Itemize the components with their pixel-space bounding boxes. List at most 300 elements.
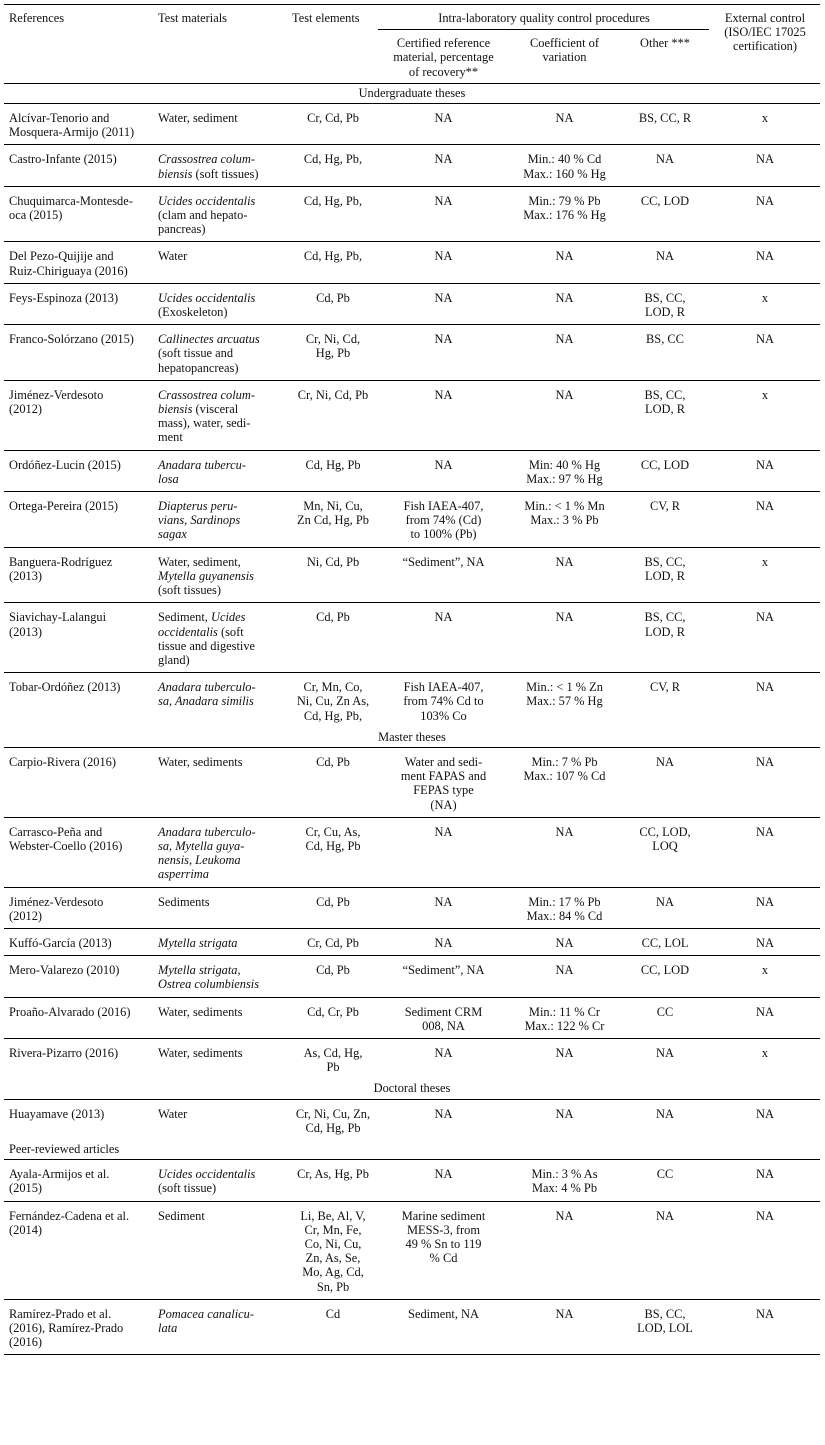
cell-test-elements (287, 325, 378, 381)
cell-crm (378, 547, 508, 603)
cv-line: NA (555, 1306, 574, 1321)
other-line: LOD, R (645, 305, 685, 320)
section-title: Doctoral theses (4, 1079, 820, 1099)
cell-cv (508, 997, 620, 1038)
crm-line: NA (434, 152, 453, 167)
elements-line: Cd, Hg, Pb, (303, 708, 363, 723)
crm-line: (NA) (430, 797, 457, 812)
external-line: x (761, 1045, 769, 1060)
cell-other (620, 145, 709, 186)
other-line: CV, R (649, 680, 681, 695)
cell-other (620, 1299, 709, 1355)
crm-line: Marine sediment (401, 1208, 486, 1223)
cell-other (620, 603, 709, 673)
table-row (4, 997, 820, 1038)
elements-line: Cr, Ni, Cd, Pb (297, 387, 369, 402)
crm-line: FEPAS type (413, 783, 474, 798)
cell-other (620, 104, 709, 145)
cv-line: Max.: 107 % Cd (523, 769, 606, 784)
cell-cv (508, 380, 620, 450)
cell-reference (4, 242, 153, 283)
elements-line: Cr, Mn, Co, (303, 680, 363, 695)
crm-line: 49 % Sn to 119 (405, 1237, 482, 1251)
cv-line: NA (555, 111, 574, 126)
elements-line: Cr, As, Hg, Pb (297, 1167, 369, 1182)
material-line: Pomacea canalicu- (158, 1306, 254, 1321)
elements-line: Cd, Cr, Pb (307, 1004, 359, 1019)
cell-reference (4, 186, 153, 242)
cell-test-elements (287, 492, 378, 548)
other-line: CC, LOD (640, 193, 690, 208)
table-row (4, 186, 820, 242)
table-row (4, 928, 820, 955)
elements-line: Cr, Ni, Cu, Zn, (295, 1106, 371, 1121)
cell-cv (508, 492, 620, 548)
cell-other (620, 186, 709, 242)
reference-line: Ramírez-Prado et al. (9, 1306, 112, 1321)
table-row (4, 603, 820, 673)
cell-reference (4, 1038, 153, 1079)
cell-crm (378, 673, 508, 728)
reference-line: (2012) (9, 402, 43, 417)
cell-test-materials (153, 547, 287, 603)
table-row (4, 1099, 820, 1140)
header-references: References (4, 5, 153, 84)
other-line: CC (656, 1167, 674, 1182)
cell-test-materials (153, 817, 287, 887)
cell-reference (4, 603, 153, 673)
cell-cv (508, 1099, 620, 1140)
cell-other (620, 887, 709, 928)
cell-other (620, 242, 709, 283)
cv-line: Min: 40 % Hg (528, 457, 601, 472)
cell-other (620, 956, 709, 997)
other-line: BS, CC, (644, 290, 686, 305)
material-line: Anadara tubercu- (158, 457, 246, 472)
cv-line: NA (555, 935, 574, 950)
cell-cv (508, 325, 620, 381)
cell-external (709, 603, 820, 673)
elements-line: Cd, Hg, Pb (305, 457, 361, 472)
external-line: NA (756, 894, 774, 909)
cell-external (709, 145, 820, 186)
reference-line: Proaño-Alvarado (2016) (9, 1004, 131, 1019)
species-name: biensis (158, 166, 193, 181)
header-external-line-2: (ISO/IEC 17025 (724, 25, 806, 40)
cell-external (709, 887, 820, 928)
cell-test-elements (287, 547, 378, 603)
other-line: CC, LOD (640, 963, 690, 978)
reference-line: Carpio-Rivera (2016) (9, 754, 117, 769)
cell-reference (4, 104, 153, 145)
crm-line: Water and sedi- (404, 754, 483, 769)
reference-line: (2016), Ramírez-Prado (9, 1321, 124, 1336)
cv-line: Max: 4 % Pb (531, 1181, 598, 1196)
table-row (4, 450, 820, 491)
cell-cv (508, 1038, 620, 1079)
material-line: gland) (158, 652, 190, 667)
material-line: Water, sediments (158, 1004, 243, 1019)
header-crm-line-1: Certified reference (396, 36, 491, 51)
cell-external (709, 242, 820, 283)
material-line: nensis, Leukoma (158, 853, 241, 868)
reference-line: Franco-Solórzano (2015) (9, 332, 134, 347)
material-line: Water, sediment, (158, 554, 241, 569)
header-external-control (709, 5, 820, 84)
species-name: biensis (158, 402, 193, 417)
quality-control-table (4, 4, 820, 1355)
cell-test-elements (287, 380, 378, 450)
reference-line: Rivera-Pizarro (2016) (9, 1045, 119, 1060)
cell-cv (508, 928, 620, 955)
crm-line: NA (434, 111, 453, 126)
material-line: losa (158, 471, 179, 486)
cell-other (620, 380, 709, 450)
cell-test-elements (287, 145, 378, 186)
cell-crm (378, 242, 508, 283)
elements-line: Cr, Ni, Cd, (305, 332, 361, 347)
reference-line: Kuffó-García (2013) (9, 935, 112, 950)
table-row (4, 380, 820, 450)
cell-reference (4, 450, 153, 491)
cell-reference (4, 956, 153, 997)
cell-test-materials (153, 492, 287, 548)
other-line: BS, CC (646, 332, 684, 347)
crm-line: NA (434, 824, 453, 839)
header-crm-line-3: of recovery** (408, 64, 479, 79)
cv-line: NA (555, 1045, 574, 1060)
external-line: NA (756, 193, 774, 208)
table-row (4, 145, 820, 186)
section-title: Master theses (4, 728, 820, 748)
material-line: Ucides occidentalis (158, 193, 256, 208)
cell-external (709, 380, 820, 450)
other-line: BS, CC, (644, 387, 686, 402)
material-line: Ostrea columbiensis (158, 977, 260, 992)
material-line: Water (158, 1106, 188, 1121)
crm-line: NA (434, 387, 453, 402)
material-line: Water, sediments (158, 754, 243, 769)
cell-other (620, 492, 709, 548)
material-line: (clam and hepato- (158, 208, 248, 223)
header-external-line-3: certification) (733, 39, 797, 54)
external-line: x (761, 111, 769, 126)
cell-test-materials (153, 956, 287, 997)
cv-line: Min.: < 1 % Mn (524, 499, 605, 514)
reference-line: Alcívar-Tenorio and (9, 111, 110, 126)
cell-cv (508, 242, 620, 283)
external-line: NA (756, 1004, 774, 1019)
cell-cv (508, 887, 620, 928)
cell-reference (4, 325, 153, 381)
cv-line: Min.: 11 % Cr (528, 1004, 601, 1019)
crm-line: to 100% (Pb) (410, 527, 477, 542)
material-line: Anadara tuberculo- (158, 824, 256, 839)
crm-line: Sediment, NA (408, 1306, 479, 1321)
material-line: sagax (158, 527, 187, 542)
cv-line: Min.: 40 % Cd (527, 152, 602, 167)
material-line: mass), water, sedi- (158, 416, 251, 431)
cell-reference (4, 673, 153, 728)
external-line: NA (756, 1106, 774, 1121)
crm-line: % Cd (429, 1251, 458, 1266)
cell-test-materials (153, 1099, 287, 1140)
cv-line: Min.: 3 % As (531, 1167, 598, 1182)
other-line: NA (656, 894, 674, 909)
cell-cv (508, 104, 620, 145)
reference-line: oca (2015) (9, 208, 63, 223)
cv-line: Max.: 3 % Pb (530, 513, 599, 528)
cell-test-elements (287, 673, 378, 728)
cell-cv (508, 547, 620, 603)
cell-reference (4, 547, 153, 603)
cell-cv (508, 673, 620, 728)
header-external-line-1: External control (724, 11, 806, 25)
crm-line: NA (434, 290, 453, 305)
cell-crm (378, 1099, 508, 1140)
cell-test-materials (153, 928, 287, 955)
elements-line: Cd, Pb (316, 610, 350, 625)
cell-crm (378, 1201, 508, 1299)
cell-reference (4, 492, 153, 548)
table-row (4, 283, 820, 324)
cell-other (620, 325, 709, 381)
other-line: LOQ (652, 838, 678, 853)
cv-line: Max.: 84 % Cd (526, 908, 603, 923)
elements-line: Hg, Pb (315, 346, 351, 361)
reference-line: (2015) (9, 1181, 43, 1196)
reference-line: Tobar-Ordóñez (2013) (9, 680, 121, 695)
elements-line: Cd, Pb (316, 894, 350, 909)
cv-line: NA (555, 249, 574, 264)
cv-line: Max.: 122 % Cr (524, 1018, 605, 1033)
material-line: ment (158, 430, 183, 445)
cell-cv (508, 1160, 620, 1201)
cell-test-elements (287, 450, 378, 491)
material-line: (Exoskeleton) (158, 305, 228, 320)
cell-test-materials (153, 380, 287, 450)
cell-reference (4, 928, 153, 955)
crm-line: “Sediment”, NA (402, 554, 485, 569)
reference-line: Carrasco-Peña and (9, 824, 103, 839)
other-line: CC (656, 1004, 674, 1019)
elements-line: Cd, Pb (316, 290, 350, 305)
cell-reference (4, 1299, 153, 1355)
header-crm (378, 30, 508, 84)
elements-line: Zn, As, Se, (305, 1251, 361, 1266)
cell-crm (378, 928, 508, 955)
cell-external (709, 1160, 820, 1201)
cv-line: NA (555, 387, 574, 402)
cell-crm (378, 450, 508, 491)
material-line: Mytella guyanensis (158, 568, 255, 583)
external-line: NA (756, 935, 774, 950)
cell-test-materials (153, 1299, 287, 1355)
cv-line: Min.: 79 % Pb (528, 193, 601, 208)
cv-line: Max.: 176 % Hg (523, 208, 606, 223)
cv-line: NA (555, 824, 574, 839)
cell-reference (4, 145, 153, 186)
elements-line: Sn, Pb (316, 1279, 350, 1294)
other-line: CV, R (649, 499, 681, 514)
cell-external (709, 492, 820, 548)
material-line: Callinectes arcuatus (158, 332, 260, 347)
cell-crm (378, 186, 508, 242)
reference-line: Ordóñez-Lucin (2015) (9, 457, 121, 472)
cell-external (709, 1099, 820, 1140)
cv-line: Max.: 160 % Hg (523, 166, 606, 181)
elements-line: Ni, Cu, Zn As, (296, 694, 370, 709)
cell-test-elements (287, 887, 378, 928)
external-line: NA (756, 332, 774, 347)
cell-crm (378, 380, 508, 450)
cell-test-materials (153, 1201, 287, 1299)
cell-test-elements (287, 603, 378, 673)
cell-external (709, 186, 820, 242)
cell-cv (508, 186, 620, 242)
cell-reference (4, 817, 153, 887)
crm-line: NA (434, 935, 453, 950)
external-line: NA (756, 680, 774, 695)
external-line: NA (756, 1167, 774, 1182)
cell-test-elements (287, 1299, 378, 1355)
crm-line: Sediment CRM (404, 1004, 483, 1019)
material-line: biensis (visceral (158, 402, 239, 417)
other-line: CC, LOL (641, 935, 689, 950)
section-title: Undergraduate theses (4, 83, 820, 103)
elements-line: Cr, Mn, Fe, (304, 1222, 362, 1237)
cell-external (709, 997, 820, 1038)
crm-line: from 74% Cd to (403, 694, 484, 709)
reference-line: Webster-Coello (2016) (9, 838, 123, 853)
reference-line: Mero-Valarezo (2010) (9, 963, 120, 978)
cell-reference (4, 1160, 153, 1201)
section-header-row (4, 1079, 820, 1099)
cv-line: NA (555, 290, 574, 305)
material-line: occidentalis (soft (158, 624, 244, 639)
elements-line: Cd, Pb (316, 754, 350, 769)
cv-line: Min.: 7 % Pb (531, 754, 598, 769)
material-line: Ucides occidentalis (158, 1167, 256, 1182)
other-line: BS, CC, (644, 554, 686, 569)
table-row (4, 492, 820, 548)
cell-reference (4, 997, 153, 1038)
cell-crm (378, 325, 508, 381)
external-line: NA (756, 754, 774, 769)
material-line: vians, Sardinops (158, 513, 241, 528)
reference-line: Fernández-Cadena et al. (9, 1208, 130, 1223)
other-line: LOD, R (645, 402, 685, 417)
cell-other (620, 1201, 709, 1299)
cell-test-materials (153, 104, 287, 145)
cell-crm (378, 1299, 508, 1355)
cell-test-elements (287, 747, 378, 817)
cell-other (620, 450, 709, 491)
material-line: Ucides occidentalis (158, 290, 256, 305)
cell-external (709, 1201, 820, 1299)
cell-test-materials (153, 283, 287, 324)
elements-line: Cd, Hg, Pb (305, 838, 361, 853)
other-line: BS, CC, R (638, 111, 692, 126)
elements-line: Cd, Hg, Pb, (303, 249, 363, 264)
table-row (4, 242, 820, 283)
cell-test-elements (287, 1038, 378, 1079)
cell-other (620, 817, 709, 887)
header-test-materials: Test materials (153, 5, 287, 84)
cell-other (620, 1038, 709, 1079)
cell-external (709, 1038, 820, 1079)
section-header-row (4, 728, 820, 748)
crm-line: NA (434, 1045, 453, 1060)
cell-test-materials (153, 1038, 287, 1079)
cell-cv (508, 603, 620, 673)
other-line: NA (656, 754, 674, 769)
cell-reference (4, 747, 153, 817)
cell-test-materials (153, 186, 287, 242)
material-line: lata (158, 1321, 178, 1336)
section-header-row (4, 83, 820, 103)
cv-line: Max.: 97 % Hg (526, 471, 603, 486)
cell-other (620, 997, 709, 1038)
external-line: NA (756, 249, 774, 264)
external-line: x (761, 387, 769, 402)
reference-line: Siavichay-Lalangui (9, 610, 107, 625)
other-line: LOD, LOL (637, 1321, 693, 1336)
cell-test-elements (287, 956, 378, 997)
crm-line: Fish IAEA-407, (403, 499, 484, 514)
other-line: BS, CC, (644, 1306, 686, 1321)
crm-line: ment FAPAS and (400, 769, 487, 784)
crm-line: NA (434, 1106, 453, 1121)
reference-line: Mosquera-Armijo (2011) (9, 125, 135, 140)
elements-line: Cr, Cd, Pb (307, 935, 359, 950)
material-line: Sediment (158, 1208, 205, 1223)
external-line: NA (756, 1306, 774, 1321)
material-line: (soft tissue and (158, 346, 234, 361)
species-name: Ucides (211, 610, 246, 625)
other-line: CC, LOD, (639, 824, 691, 839)
material-line: Mytella strigata, (158, 963, 241, 978)
material-line: tissue and digestive (158, 638, 256, 653)
reference-line: (2013) (9, 624, 43, 639)
table-row (4, 1201, 820, 1299)
table-row (4, 325, 820, 381)
header-test-elements: Test elements (287, 5, 378, 84)
material-line: Water, sediments (158, 1045, 243, 1060)
elements-line: Pb (326, 1060, 340, 1075)
external-line: x (761, 554, 769, 569)
table-row (4, 887, 820, 928)
header-cv-line-2: variation (542, 50, 587, 65)
cell-cv (508, 817, 620, 887)
reference-line: Jiménez-Verdesoto (9, 387, 104, 402)
cell-crm (378, 145, 508, 186)
elements-line: Cr, Cu, As, (305, 824, 361, 839)
cell-test-elements (287, 104, 378, 145)
cell-test-materials (153, 242, 287, 283)
cell-crm (378, 747, 508, 817)
cell-cv (508, 1299, 620, 1355)
other-line: CC, LOD (640, 457, 690, 472)
external-line: NA (756, 1208, 774, 1223)
cell-test-elements (287, 817, 378, 887)
other-line: NA (656, 249, 674, 264)
other-line: BS, CC, (644, 610, 686, 625)
cell-test-materials (153, 325, 287, 381)
section-header-row (4, 1140, 820, 1160)
crm-line: NA (434, 332, 453, 347)
cell-reference (4, 380, 153, 450)
